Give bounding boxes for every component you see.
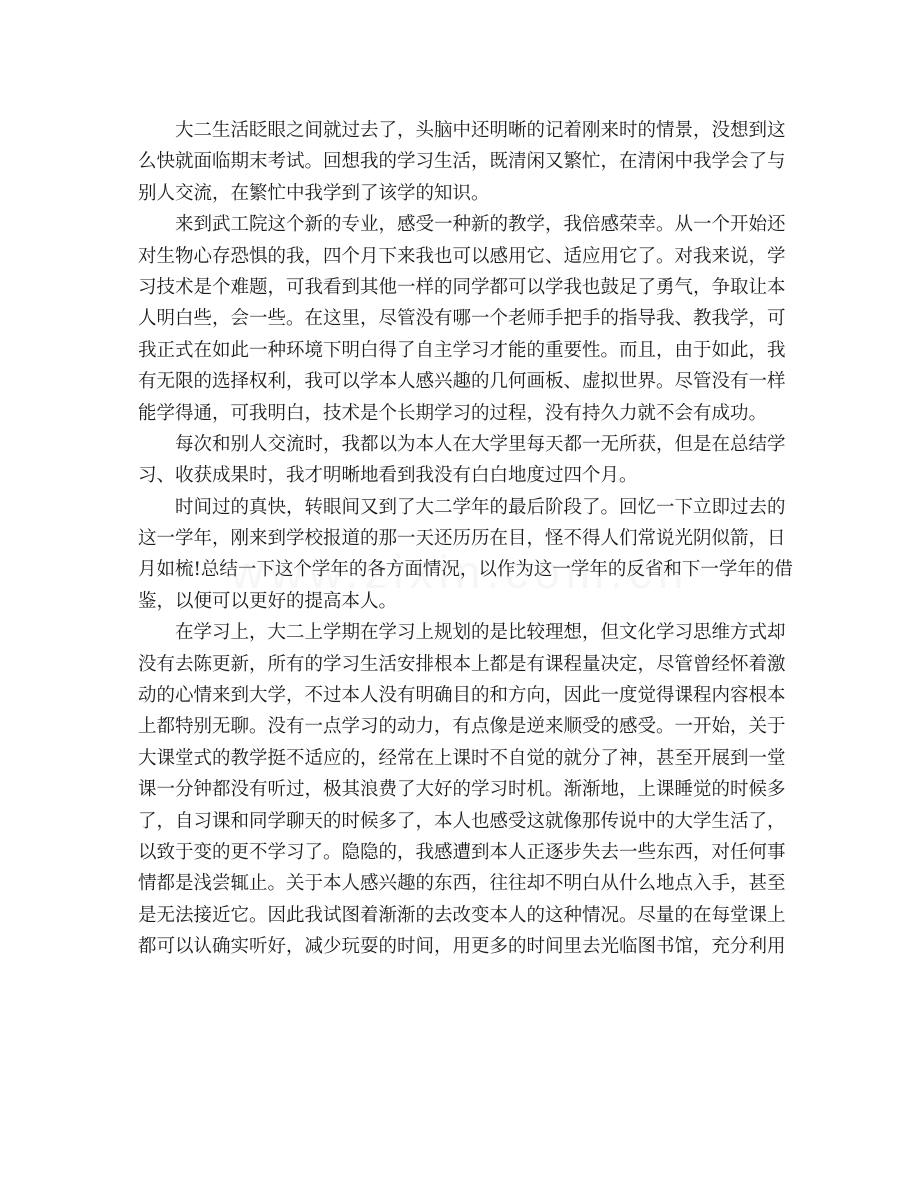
text-line: 都可以认确实听好，减少玩耍的时间，用更多的时间里去光临图书馆，充分利用 <box>138 936 786 958</box>
paragraph <box>138 429 786 492</box>
document-body <box>138 115 793 963</box>
text-line: 在学习上，大二上学期在学习上规划的是比较理想，但文化学习思维方式却 <box>175 622 786 644</box>
text-line: 习技术是个难题，可我看到其他一样的同学都可以学我也鼓足了勇气，争取让本 <box>138 276 786 298</box>
paragraph <box>138 492 793 618</box>
paragraph <box>138 115 786 209</box>
text-line: 这一学年，刚来到学校报道的那一天还历历在目，怪不得人们常说光阴似箭，日 <box>138 528 786 550</box>
text-line: 以致于变的更不学习了。隐隐的，我感遭到本人正逐步失去一些东西，对任何事 <box>138 841 786 863</box>
text-line: 对生物心存恐惧的我，四个月下来我也可以感用它、适应用它了。对我来说，学 <box>138 245 786 267</box>
text-line: 情都是浅尝辄止。关于本人感兴趣的东西，往往却不明白从什么地点入手，甚至 <box>138 873 786 895</box>
text-line: 动的心情来到大学，不过本人没有明确目的和方向，因此一度觉得课程内容根本 <box>138 685 786 707</box>
text-line: 大课堂式的教学挺不适应的，经常在上课时不自觉的就分了神，甚至开展到一堂 <box>138 747 786 769</box>
paragraph <box>138 617 786 962</box>
text-line: 没有去陈更新，所有的学习生活安排根本上都是有课程量决定，尽管曾经怀着激 <box>138 653 786 675</box>
text-line: 我正式在如此一种环境下明白得了自主学习才能的重要性。而且，由于如此，我 <box>138 339 786 361</box>
text-line: 有无限的选择权利，我可以学本人感兴趣的几何画板、虚拟世界。尽管没有一样 <box>138 371 786 393</box>
text-line: 别人交流，在繁忙中我学到了该学的知识。 <box>138 182 490 204</box>
text-line: 来到武工院这个新的专业，感受一种新的教学，我倍感荣幸。从一个开始还 <box>175 214 786 236</box>
text-line: 么快就面临期末考试。回想我的学习生活，既清闲又繁忙，在清闲中我学会了与 <box>138 151 786 173</box>
text-line: 了，自习课和同学聊天的时候多了，本人也感受这就像那传说中的大学生活了， <box>138 810 786 832</box>
text-line: 人明白些，会一些。在这里，尽管没有哪一个老师手把手的指导我、教我学，可 <box>138 308 786 330</box>
text-line: 每次和别人交流时，我都以为本人在大学里每天都一无所获，但是在总结学 <box>175 433 786 455</box>
text-line: 能学得通，可我明白，技术是个长期学习的过程，没有持久力就不会有成功。 <box>138 402 768 424</box>
text-line: 鉴，以便可以更好的提高本人。 <box>138 590 398 612</box>
text-line: 月如梳!总结一下这个学年的各方面情况，以作为这一学年的反省和下一学年的借 <box>138 559 793 581</box>
text-line: 大二生活眨眼之间就过去了，头脑中还明晰的记着刚来时的情景，没想到这 <box>175 120 786 141</box>
text-line: 是无法接近它。因此我试图着渐渐的去改变本人的这种情况。尽量的在每堂课上 <box>138 904 786 926</box>
text-line: 习、收获成果时，我才明晰地看到我没有白白地度过四个月。 <box>138 465 638 487</box>
text-line: 时间过的真快，转眼间又到了大二学年的最后阶段了。回忆一下立即过去的 <box>175 496 786 518</box>
text-line: 课一分钟都没有听过，极其浪费了大好的学习时机。渐渐地，上课睡觉的时候多 <box>138 779 786 801</box>
paragraph <box>138 209 786 429</box>
text-line: 上都特别无聊。没有一点学习的动力，有点像是逆来顺受的感受。一开始，关于 <box>138 716 786 738</box>
